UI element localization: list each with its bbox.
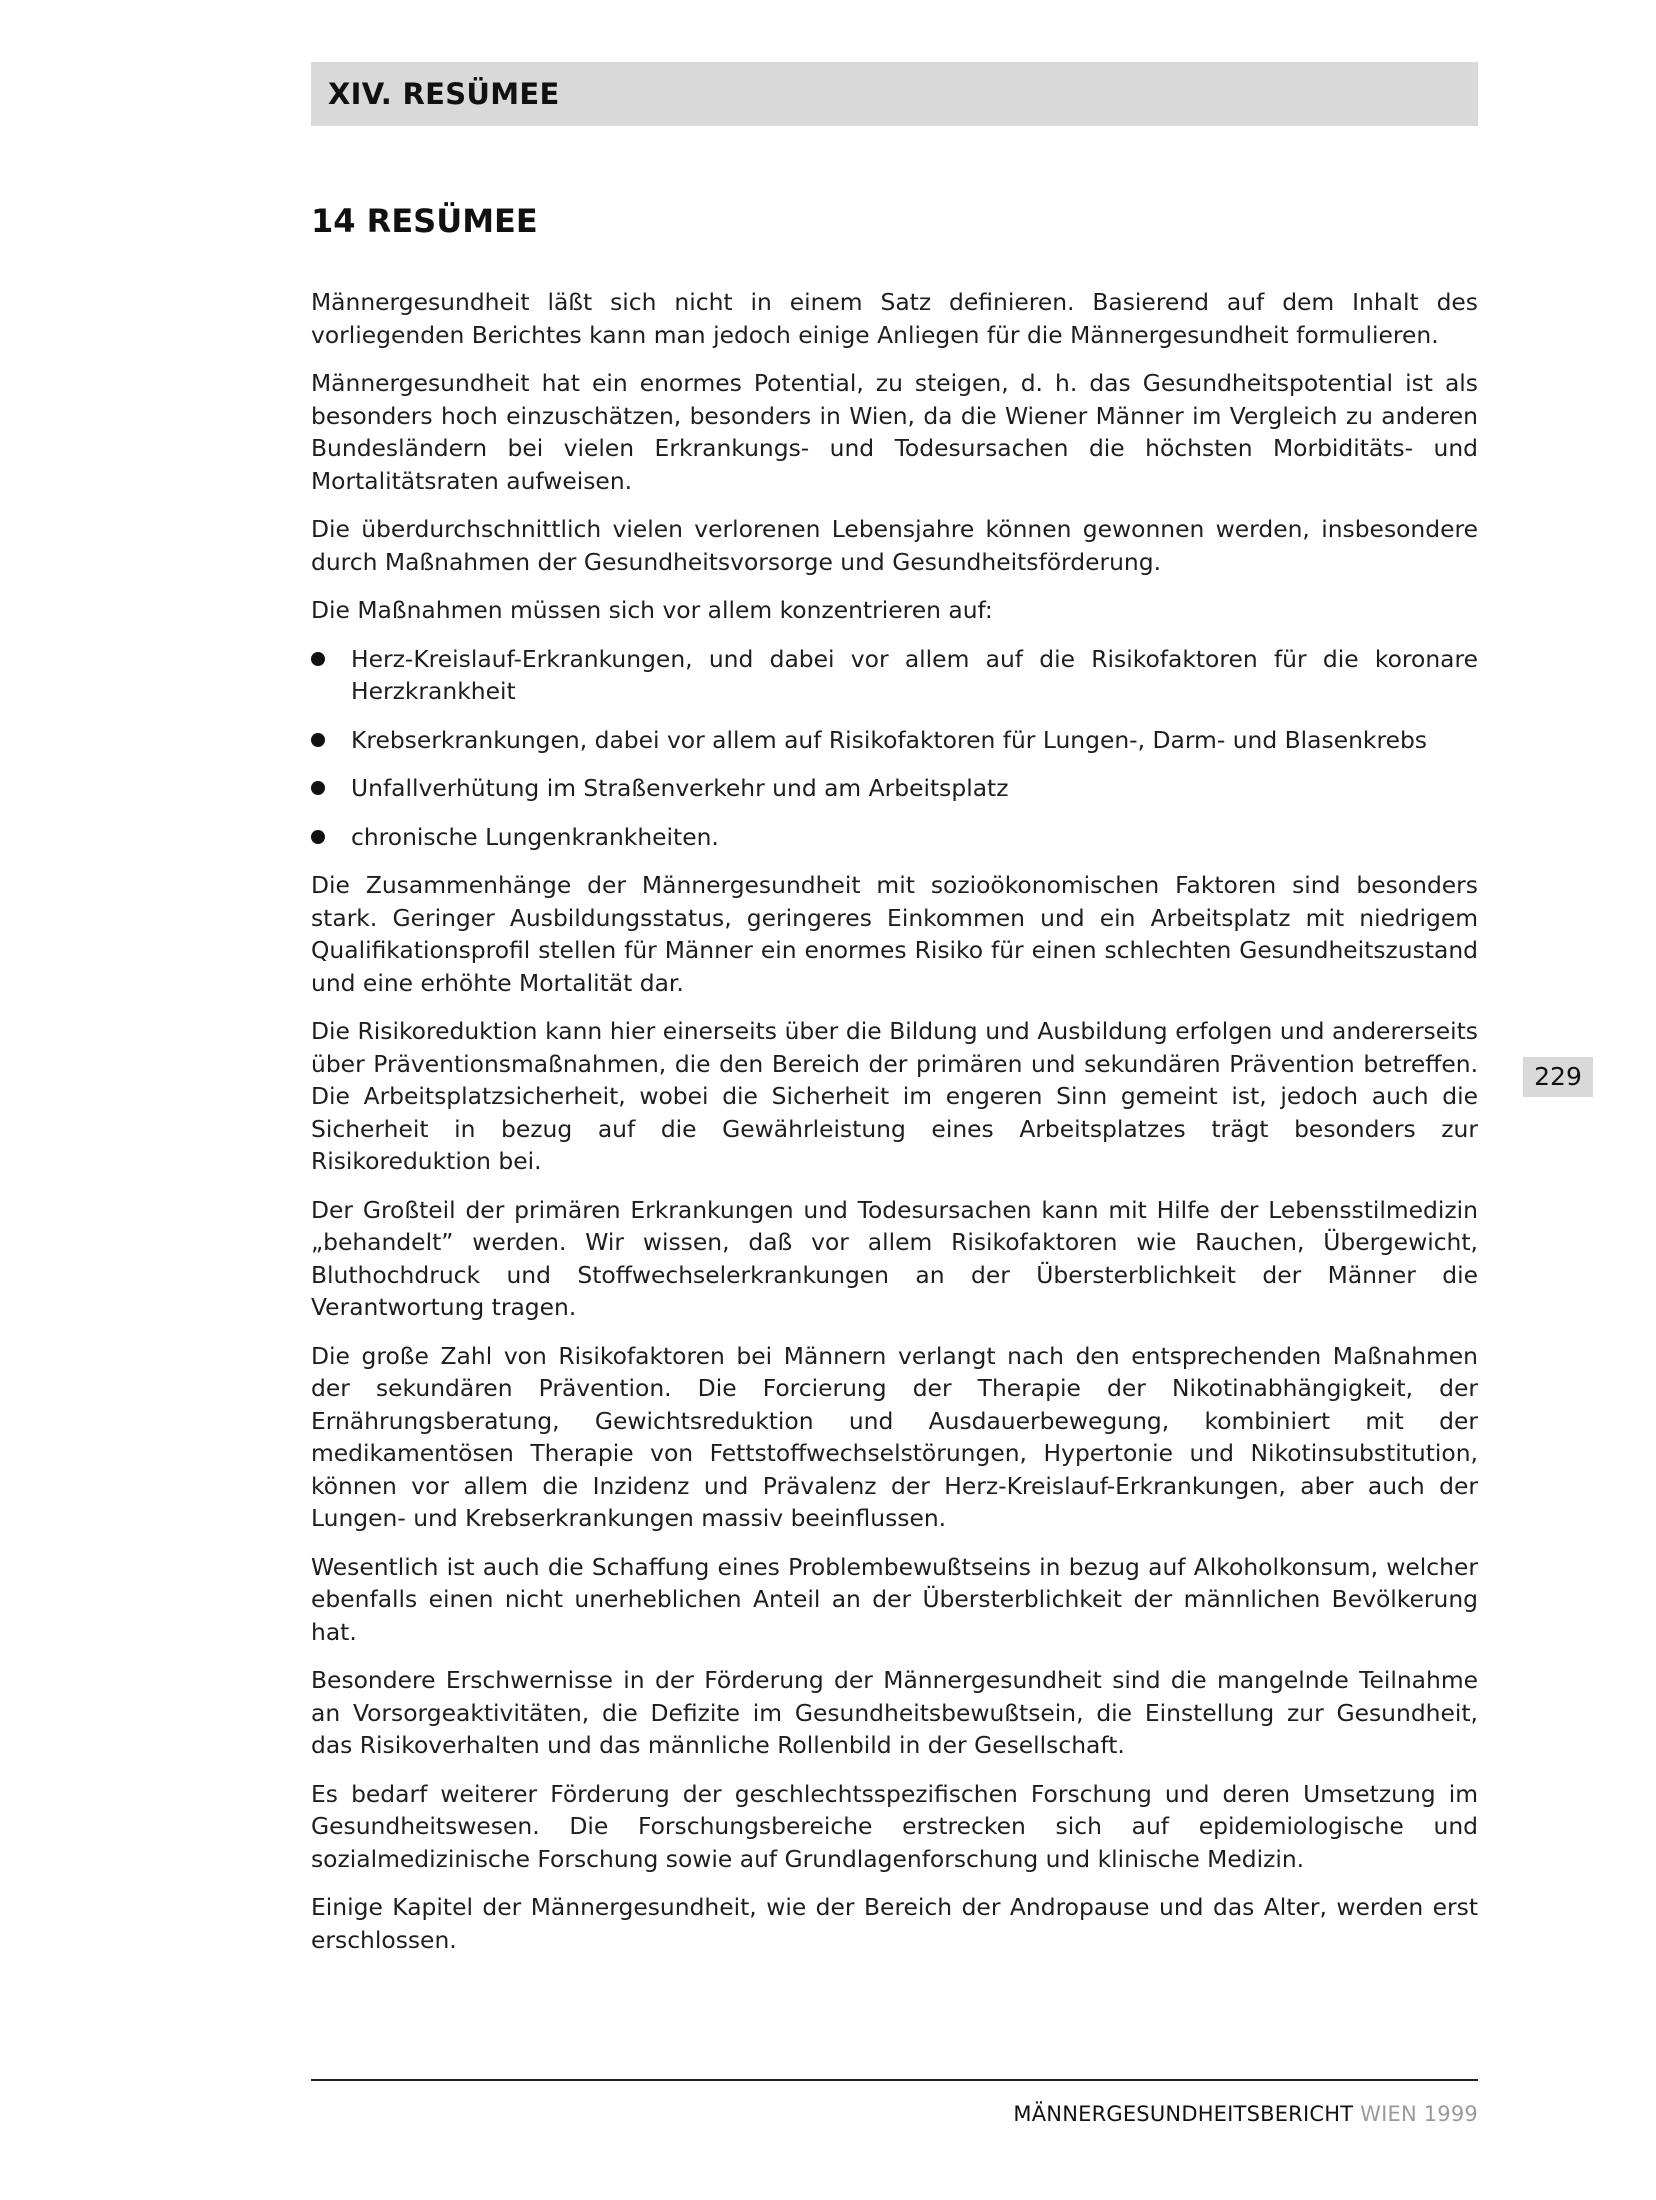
list-item-text: chronische Lungenkrankheiten. <box>351 822 719 851</box>
chapter-header-bar <box>311 62 1478 126</box>
paragraph: Einige Kapitel der Männergesundheit, wie der Bereich der Andropause und das Alter, werden erst erschlossen. <box>311 1893 1478 1954</box>
paragraph: Der Großteil der primären Erkrankungen und Todesursachen kann mit Hilfe der Lebensstilmedizin „behandelt” werden. Wir wissen, daß vor allem Risikofaktoren wie Rauchen, Übergewicht, Bluthochdruck und Stoffwechselerkrankungen an der Übersterblichkeit der Männer die Verantwortung tragen. <box>311 1195 1478 1321</box>
bullet-list <box>311 643 1478 854</box>
list-item <box>311 643 1478 708</box>
paragraph: Die Maßnahmen müssen sich vor allem konzentrieren auf: <box>311 596 993 624</box>
list-item-text: Unfallverhütung im Straßenverkehr und am Arbeitsplatz <box>351 774 1009 802</box>
footer-divider <box>311 2079 1478 2081</box>
chapter-title: XIV. RESÜMEE <box>328 77 560 111</box>
footer-subtitle: WIEN 1999 <box>1360 2102 1478 2126</box>
footer-title: MÄNNERGESUNDHEITSBERICHT <box>1013 2102 1354 2126</box>
bullet-icon <box>311 652 325 666</box>
paragraph: Es bedarf weiterer Förderung der geschlechtsspezifischen Forschung und deren Umsetzung im Gesundheitswesen. Die Forschungsbereiche erstrecken sich auf epidemiologische und sozialmedizinische Forschung sowie auf Grundlagenforschung und klinische Medizin. <box>311 1779 1478 1873</box>
paragraph: Die große Zahl von Risikofaktoren bei Männern verlangt nach den entsprechenden Maßnahmen der sekundären Prävention. Die Forcierung der Therapie der Nikotinabhängigkeit, der Ernährungsberatung, Gewichtsreduktion und Ausdauerbewegung, kombiniert mit der medikamentösen Therapie von Fettstoffwechselstörungen, Hypertonie und Nikotinsubstitution, können vor allem die Inzidenz und Prävalenz der Herz-Kreislauf-Erkrankungen, aber auch der Lungen- und Krebserkrankungen massiv beeinflussen. <box>311 1341 1478 1532</box>
paragraph: Die Risikoreduktion kann hier einerseits über die Bildung und Ausbildung erfolgen und andererseits über Präventionsmaßnahmen, die den Bereich der primären und sekundären Prävention betreffen. Die Arbeitsplatzsicherheit, wobei die Sicherheit im engeren Sinn gemeint ist, jedoch auch die Sicherheit in bezug auf die Gewährleistung eines Arbeitsplatzes trägt besonders zur Risikoreduktion bei. <box>311 1017 1478 1175</box>
paragraph: Männergesundheit läßt sich nicht in einem Satz definieren. Basierend auf dem Inhalt des vorliegenden Berichtes kann man jedoch einige Anliegen für die Männergesundheit formulieren. <box>311 288 1478 349</box>
list-item <box>311 821 1478 854</box>
bullet-icon <box>311 830 325 844</box>
paragraph: Besondere Erschwernisse in der Förderung der Männergesundheit sind die mangelnde Teilnahme an Vorsorgeaktivitäten, die Defizite im Gesundheitsbewußtsein, die Einstellung zur Gesundheit, das Risikoverhalten und das männliche Rollenbild in der Gesellschaft. <box>311 1666 1478 1759</box>
bullet-icon <box>311 733 325 747</box>
paragraph: Männergesundheit hat ein enormes Potential, zu steigen, d. h. das Gesundheitspotential ist als besonders hoch einzuschätzen, besonders in Wien, da die Wiener Männer im Vergleich zu anderen Bundesländern bei vielen Erkrankungs- und Todesursachen die höchsten Morbiditäts- und Mortalitätsraten aufweisen. <box>311 369 1478 495</box>
section-title: 14 RESÜMEE <box>311 202 538 240</box>
paragraph: Die Zusammenhänge der Männergesundheit mit sozioökonomischen Faktoren sind besonders stark. Geringer Ausbildungsstatus, geringeres Einkommen und ein Arbeitsplatz mit niedrigem Qualifikationsprofil stellen für Männer ein enormes Risiko für einen schlechten Gesundheitszustand und eine erhöhte Mortalität dar. <box>311 871 1478 997</box>
list-item-text: Herz-Kreislauf-Erkrankungen, und dabei vor allem auf die Risikofaktoren für die koronare Herzkrankheit <box>351 644 1478 705</box>
paragraph: Wesentlich ist auch die Schaffung eines Problembewußtseins in bezug auf Alkoholkonsum, welcher ebenfalls einen nicht unerheblichen Anteil an der Übersterblichkeit der männlichen Bevölkerung hat. <box>311 1552 1478 1646</box>
list-item <box>311 772 1478 805</box>
bullet-icon <box>311 781 325 795</box>
list-item-text: Krebserkrankungen, dabei vor allem auf Risikofaktoren für Lungen-, Darm- und Blasenkrebs <box>351 725 1427 754</box>
page-number-badge: 229 <box>1523 1057 1593 1097</box>
paragraph: Die überdurchschnittlich vielen verlorenen Lebensjahre können gewonnen werden, insbesondere durch Maßnahmen der Gesundheitsvorsorge und Gesundheitsförderung. <box>311 515 1478 576</box>
list-item <box>311 724 1478 757</box>
body-text <box>311 286 1478 1972</box>
footer <box>1013 2102 1478 2126</box>
